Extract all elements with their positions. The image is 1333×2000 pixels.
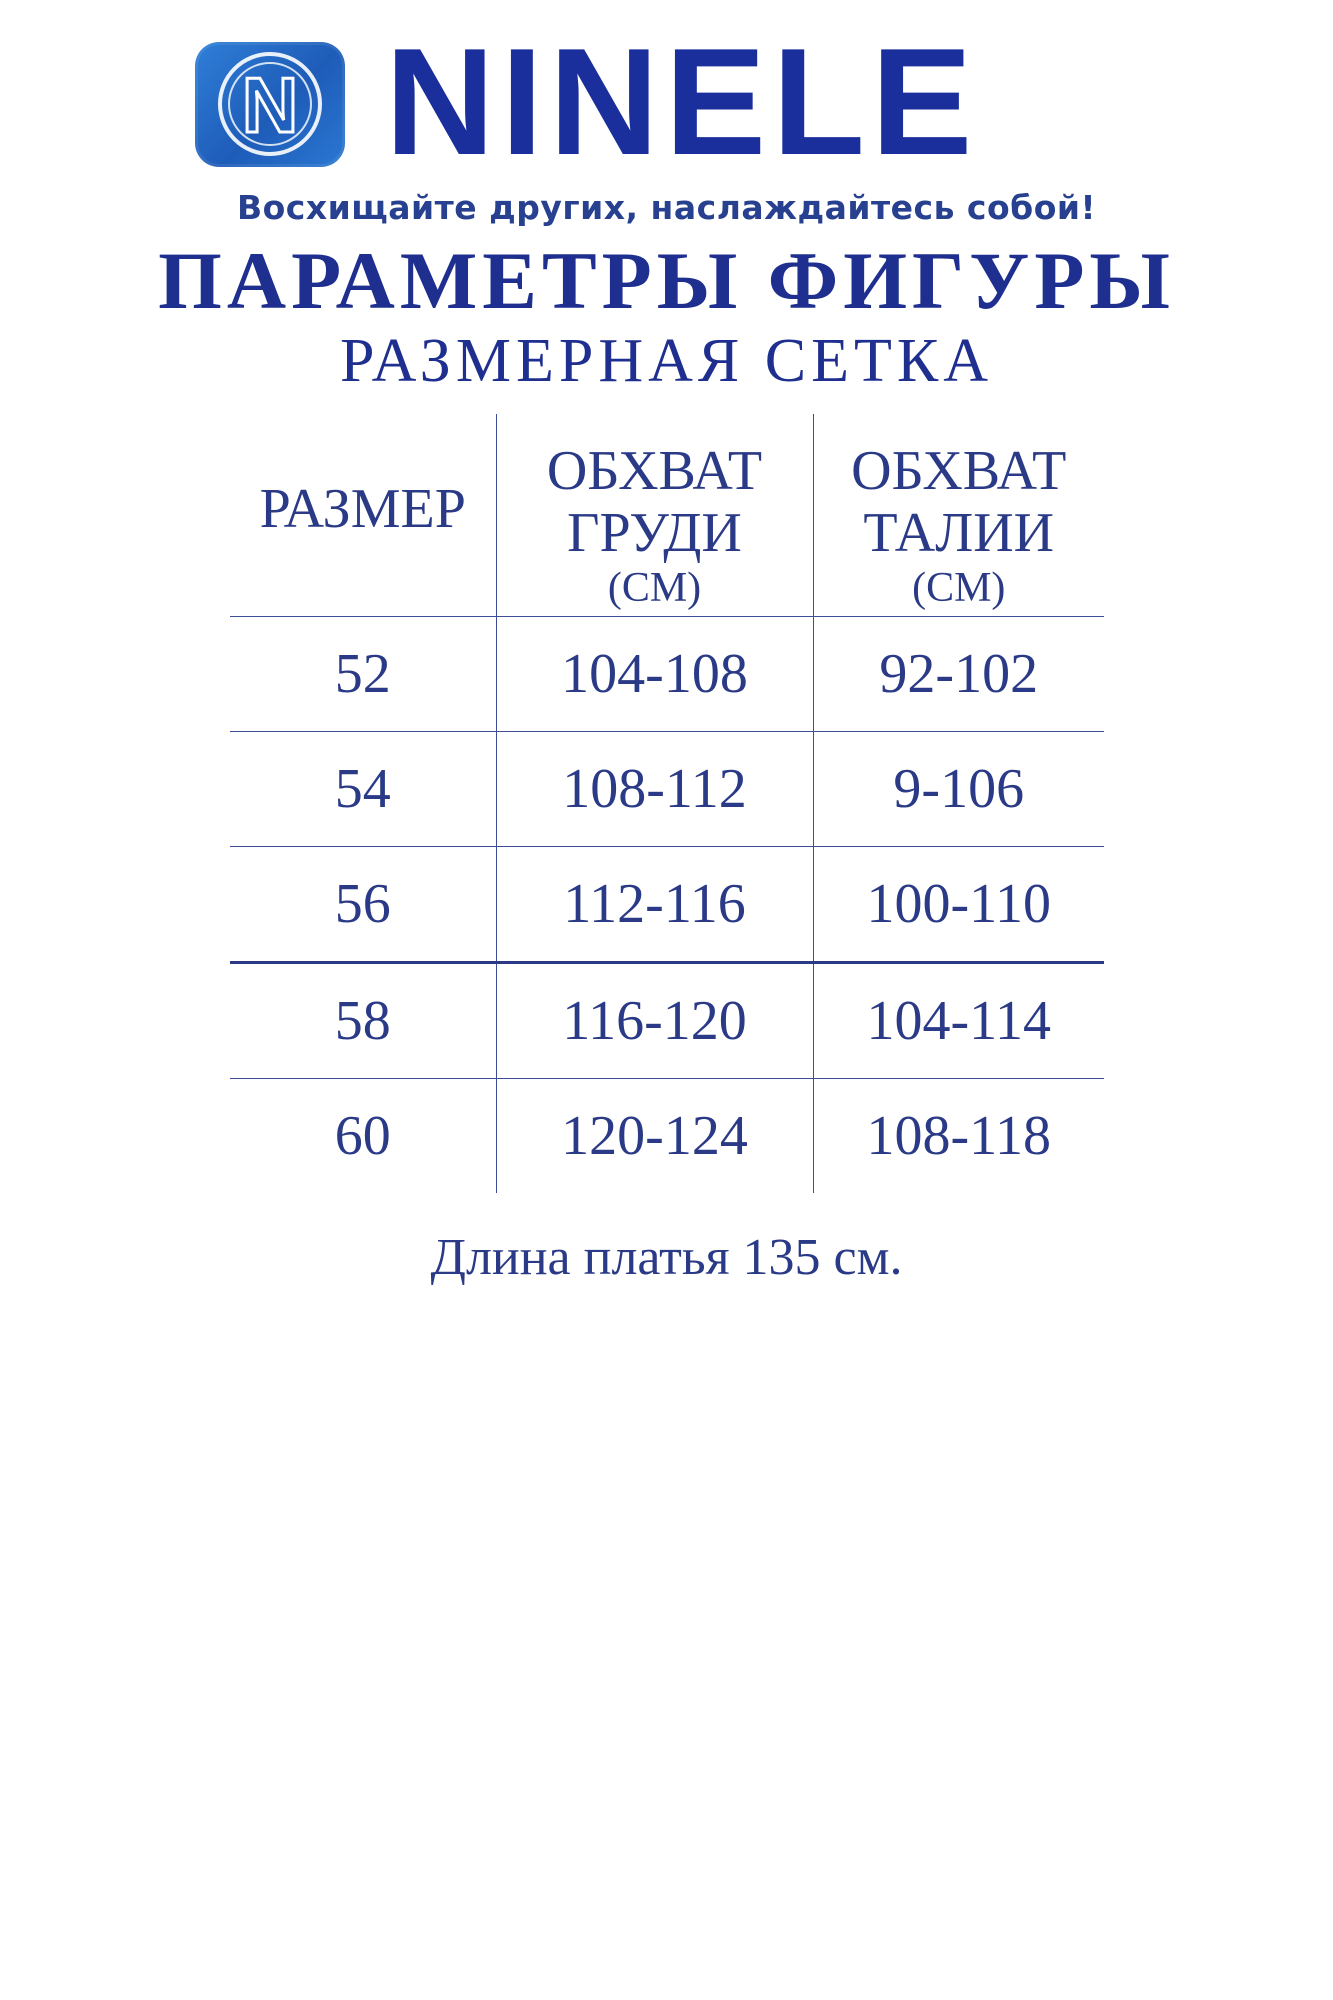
page-subtitle: РАЗМЕРНАЯ СЕТКА [340,327,993,395]
cell-chest: 112-116 [496,847,813,963]
cell-waist: 100-110 [813,847,1104,963]
brand-badge [195,42,345,167]
cell-size: 58 [230,963,496,1079]
cell-waist: 104-114 [813,963,1104,1079]
header-waist-line1: ОБХВАТ [851,440,1067,502]
table-row [230,963,1104,1079]
brand-logo [195,17,1155,187]
header-size [230,414,496,617]
header-waist [813,414,1104,617]
brand-tagline: Восхищайте других, наслаждайтесь собой! [236,188,1097,227]
header-row [230,414,1104,617]
size-chart-header [230,414,1104,617]
header-size-label: РАЗМЕР [259,478,466,540]
cell-size: 56 [230,847,496,963]
header-waist-line2: ТАЛИИ [863,502,1055,564]
page-title: ПАРАМЕТРЫ ФИГУРЫ [158,235,1175,326]
table-row [230,732,1104,847]
cell-chest: 104-108 [496,617,813,732]
brand-n-icon [195,42,345,167]
header-chest [496,414,813,617]
cell-waist: 9-106 [813,732,1104,847]
cell-chest: 108-112 [496,732,813,847]
header-waist-unit: (СМ) [912,565,1006,611]
header-chest-unit: (СМ) [607,565,702,611]
cell-size: 60 [334,1105,391,1167]
size-chart-table [230,414,1104,1193]
cell-waist: 108-118 [813,1079,1104,1194]
header-chest-line1: ОБХВАТ [546,440,763,502]
brand-badge-letter: N [241,61,299,149]
cell-waist: 92-102 [813,617,1104,732]
size-chart-body [230,617,1104,1194]
table-row [230,617,1104,732]
cell-chest: 116-120 [496,963,813,1079]
cell-chest: 120-124 [496,1079,813,1194]
cell-size: 52 [230,617,496,732]
brand-name: NINELE [385,17,979,187]
table-row [230,847,1104,963]
dress-length-note: Длина платья 135 см. [430,1229,903,1286]
cell-size: 54 [230,732,496,847]
header-chest-line2: ГРУДИ [567,502,742,564]
table-row [230,1079,1104,1194]
